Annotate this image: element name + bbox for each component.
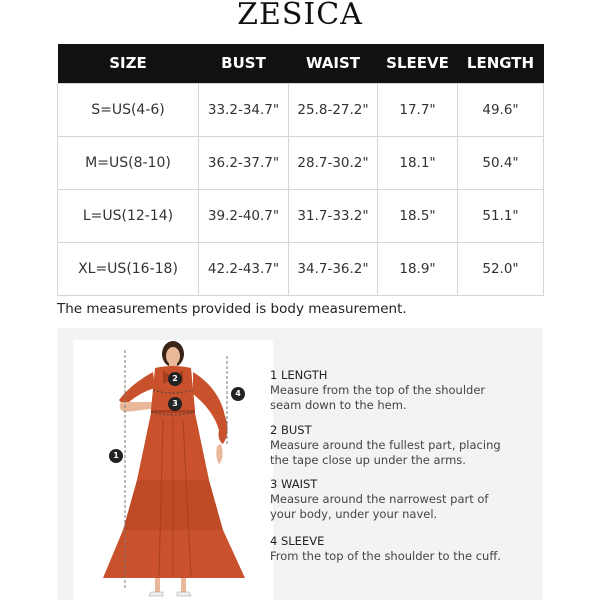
- instruction-title: 3 WAIST: [270, 477, 318, 491]
- length-cell: 51.1": [458, 189, 544, 242]
- measurement-guide: [57, 328, 543, 600]
- size-cell: XL=US(16-18): [58, 242, 199, 295]
- right-leg-shape: [181, 578, 186, 592]
- bust-cell: 39.2-40.7": [199, 189, 289, 242]
- instruction-sleeve: [270, 534, 540, 564]
- header-length: LENGTH: [458, 44, 544, 83]
- table-row: [58, 189, 544, 242]
- left-leg-shape: [155, 578, 160, 592]
- instruction-line: Measure from the top of the shoulder: [270, 383, 486, 397]
- size-cell: S=US(4-6): [58, 83, 199, 136]
- size-chart-table: [57, 44, 544, 296]
- sleeve-cell: 18.5": [378, 189, 458, 242]
- right-shoe-shape: [177, 592, 191, 596]
- instruction-title: 1 LENGTH: [270, 368, 328, 382]
- bust-cell: 33.2-34.7": [199, 83, 289, 136]
- table-row: [58, 242, 544, 295]
- instruction-waist: [270, 477, 540, 522]
- marker-length: 1: [109, 449, 123, 463]
- table-row: [58, 83, 544, 136]
- marker-waist: 3: [168, 397, 182, 411]
- header-size: SIZE: [58, 44, 199, 83]
- instruction-line: the tape close up under the arms.: [270, 453, 466, 467]
- size-cell: M=US(8-10): [58, 136, 199, 189]
- header-sleeve: SLEEVE: [378, 44, 458, 83]
- instruction-title: 4 SLEEVE: [270, 534, 325, 548]
- header-bust: BUST: [199, 44, 289, 83]
- skirt-tier-3: [103, 530, 245, 578]
- model-photo: [73, 340, 273, 600]
- table-header-row: [58, 44, 544, 83]
- length-cell: 49.6": [458, 83, 544, 136]
- instruction-line: Measure around the narrowest part of: [270, 492, 489, 506]
- instruction-title: 2 BUST: [270, 423, 312, 437]
- header-waist: WAIST: [289, 44, 378, 83]
- instruction-bust: [270, 423, 540, 468]
- instruction-line: seam down to the hem.: [270, 398, 407, 412]
- right-hand-shape: [216, 444, 222, 464]
- length-cell: 50.4": [458, 136, 544, 189]
- waist-cell: 28.7-30.2": [289, 136, 378, 189]
- table-row: [58, 136, 544, 189]
- left-sleeve-shape: [119, 372, 155, 404]
- waist-cell: 25.8-27.2": [289, 83, 378, 136]
- instruction-line: your body, under your navel.: [270, 507, 438, 521]
- size-cell: L=US(12-14): [58, 189, 199, 242]
- bust-cell: 42.2-43.7": [199, 242, 289, 295]
- sleeve-cell: 17.7": [378, 83, 458, 136]
- instruction-line: Measure around the fullest part, placing: [270, 438, 501, 452]
- sleeve-cell: 18.1": [378, 136, 458, 189]
- instruction-line: From the top of the shoulder to the cuff.: [270, 549, 501, 563]
- brand-logo: ZESICA: [237, 0, 363, 32]
- marker-bust: 2: [168, 372, 182, 386]
- length-cell: 52.0": [458, 242, 544, 295]
- left-shoe-shape: [149, 592, 163, 596]
- measurement-note: The measurements provided is body measurement.: [57, 301, 407, 317]
- waist-cell: 31.7-33.2": [289, 189, 378, 242]
- bust-cell: 36.2-37.7": [199, 136, 289, 189]
- marker-sleeve: 4: [231, 387, 245, 401]
- sleeve-cell: 18.9": [378, 242, 458, 295]
- instruction-length: [270, 368, 540, 413]
- waist-cell: 34.7-36.2": [289, 242, 378, 295]
